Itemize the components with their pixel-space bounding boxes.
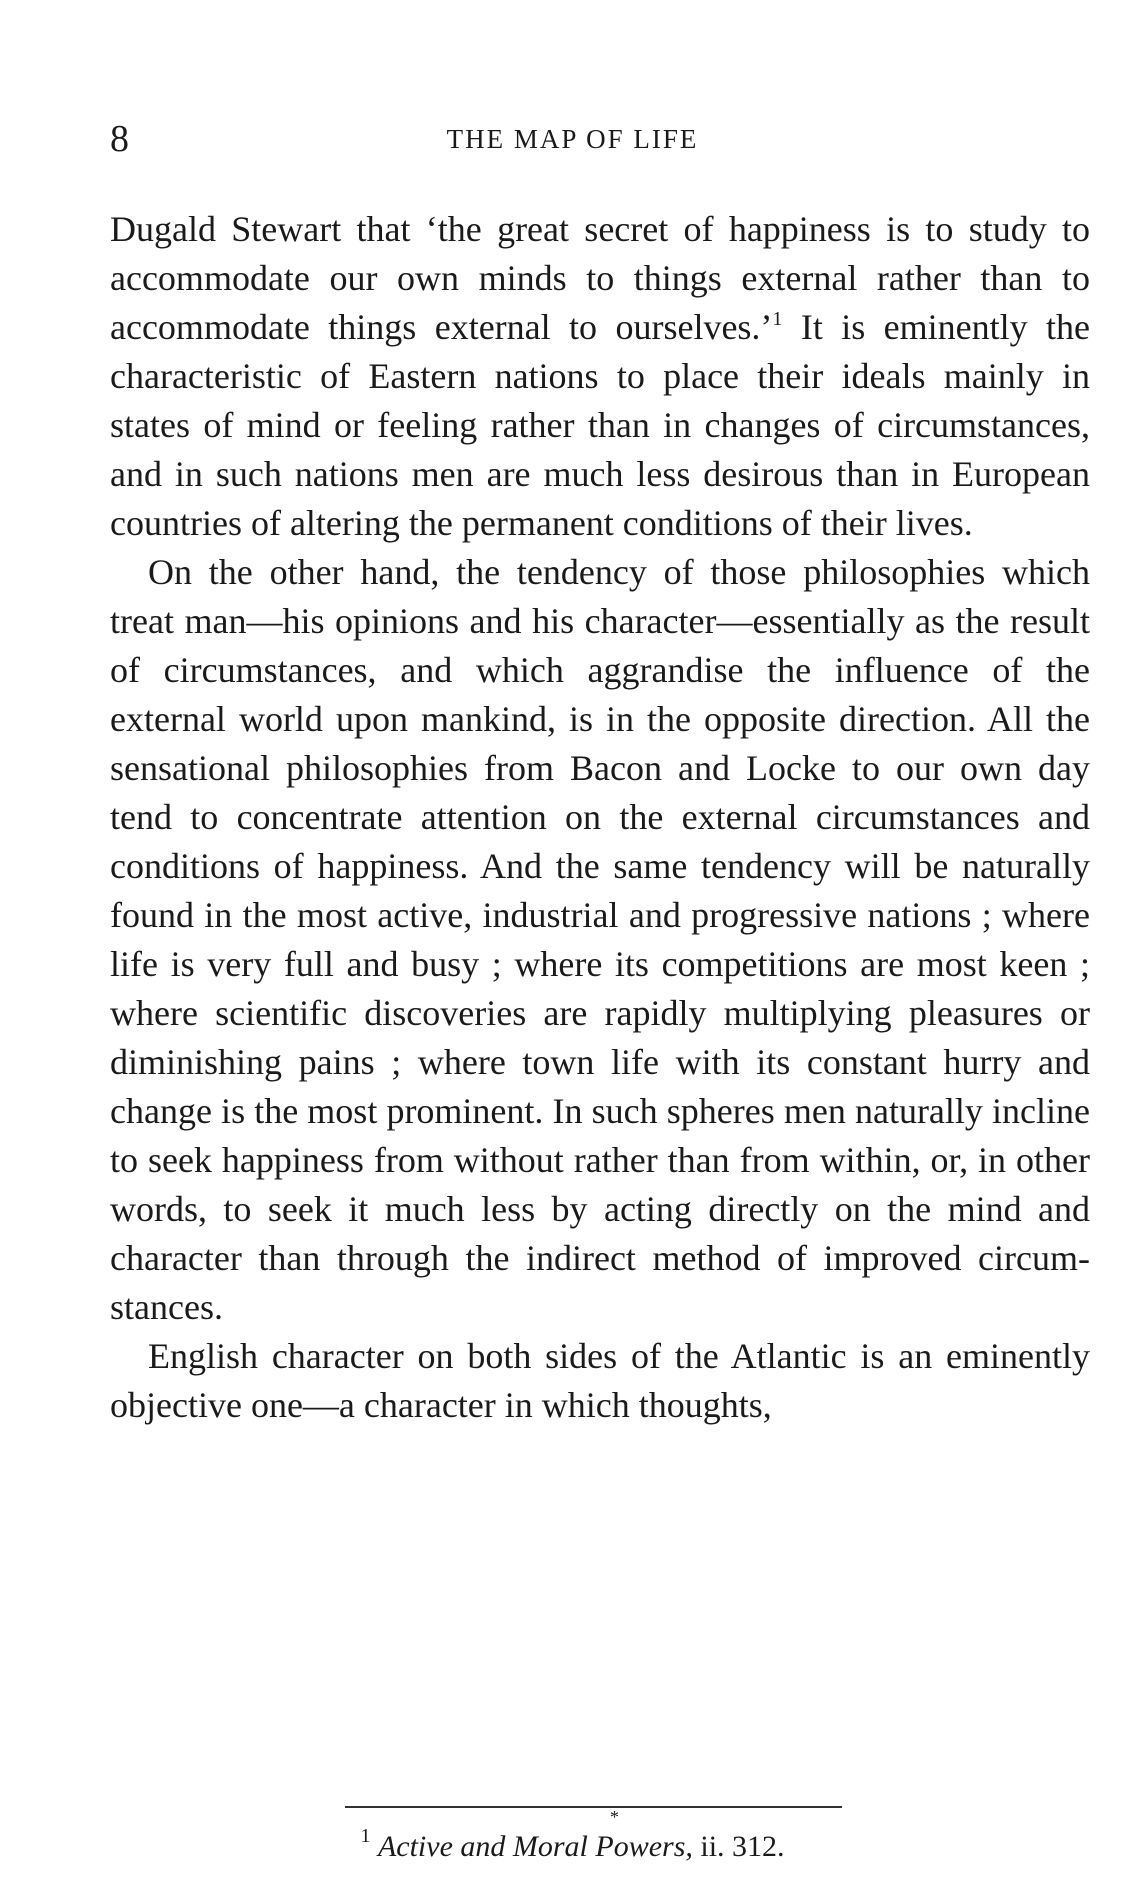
paragraph-1-text-continued: It is eminently the characteristic of Eastern nations to place their ideals mainly in states of mind or feeling rather than in changes of circumstances, and in such nations men are much less desirous than in European countries of altering the permanent conditions of their lives. <box>110 307 1090 543</box>
body-text <box>110 205 1090 1430</box>
paragraph-2: On the other hand, the tendency of those philosophies which treat man—his opinions and his character—essentially as the result of circumstances, and which aggrandise the influence of the external world upon mankind, is in the opposite direction. All the sensational philosophies from Bacon and Locke to our own day tend to concentrate attention on the external circumstances and conditions of happiness. And the same tendency will be naturally found in the most active, industrial and progressive nations ; where life is very full and busy ; where its competitions are most keen ; where scientific discoveries are rapidly multiplying pleasures or diminishing pains ; where town life with its constant hurry and change is the most prominent. In such spheres men naturally incline to seek happiness from without rather than from within, or, in other words, to seek it much less by acting directly on the mind and character than through the indirect method of improved circumstances. <box>110 552 1090 1327</box>
footnote <box>0 1825 1145 1863</box>
paragraph-3: English character on both sides of the Atlantic is an eminently objective one—a character in which thoughts, <box>110 1336 1090 1425</box>
paragraph-1-text: Dugald Stewart that ‘the great secret of happiness is to study to accommodate our own minds to things external rather than to accommodate things external to ourselves.’ <box>110 209 1090 347</box>
footnote-rule <box>345 1806 842 1808</box>
footnote-title: Active and Moral Powers, <box>377 1830 693 1863</box>
footnote-rule-mark: * <box>610 1807 619 1827</box>
running-title: THE MAP OF LIFE <box>446 124 699 154</box>
page-number: 8 <box>110 118 129 160</box>
footnote-mark: 1 <box>360 1825 371 1847</box>
paragraph-1 <box>110 205 1090 548</box>
footnote-reference-text: ii. 312. <box>692 1830 785 1863</box>
footnote-reference: 1 <box>772 308 783 330</box>
